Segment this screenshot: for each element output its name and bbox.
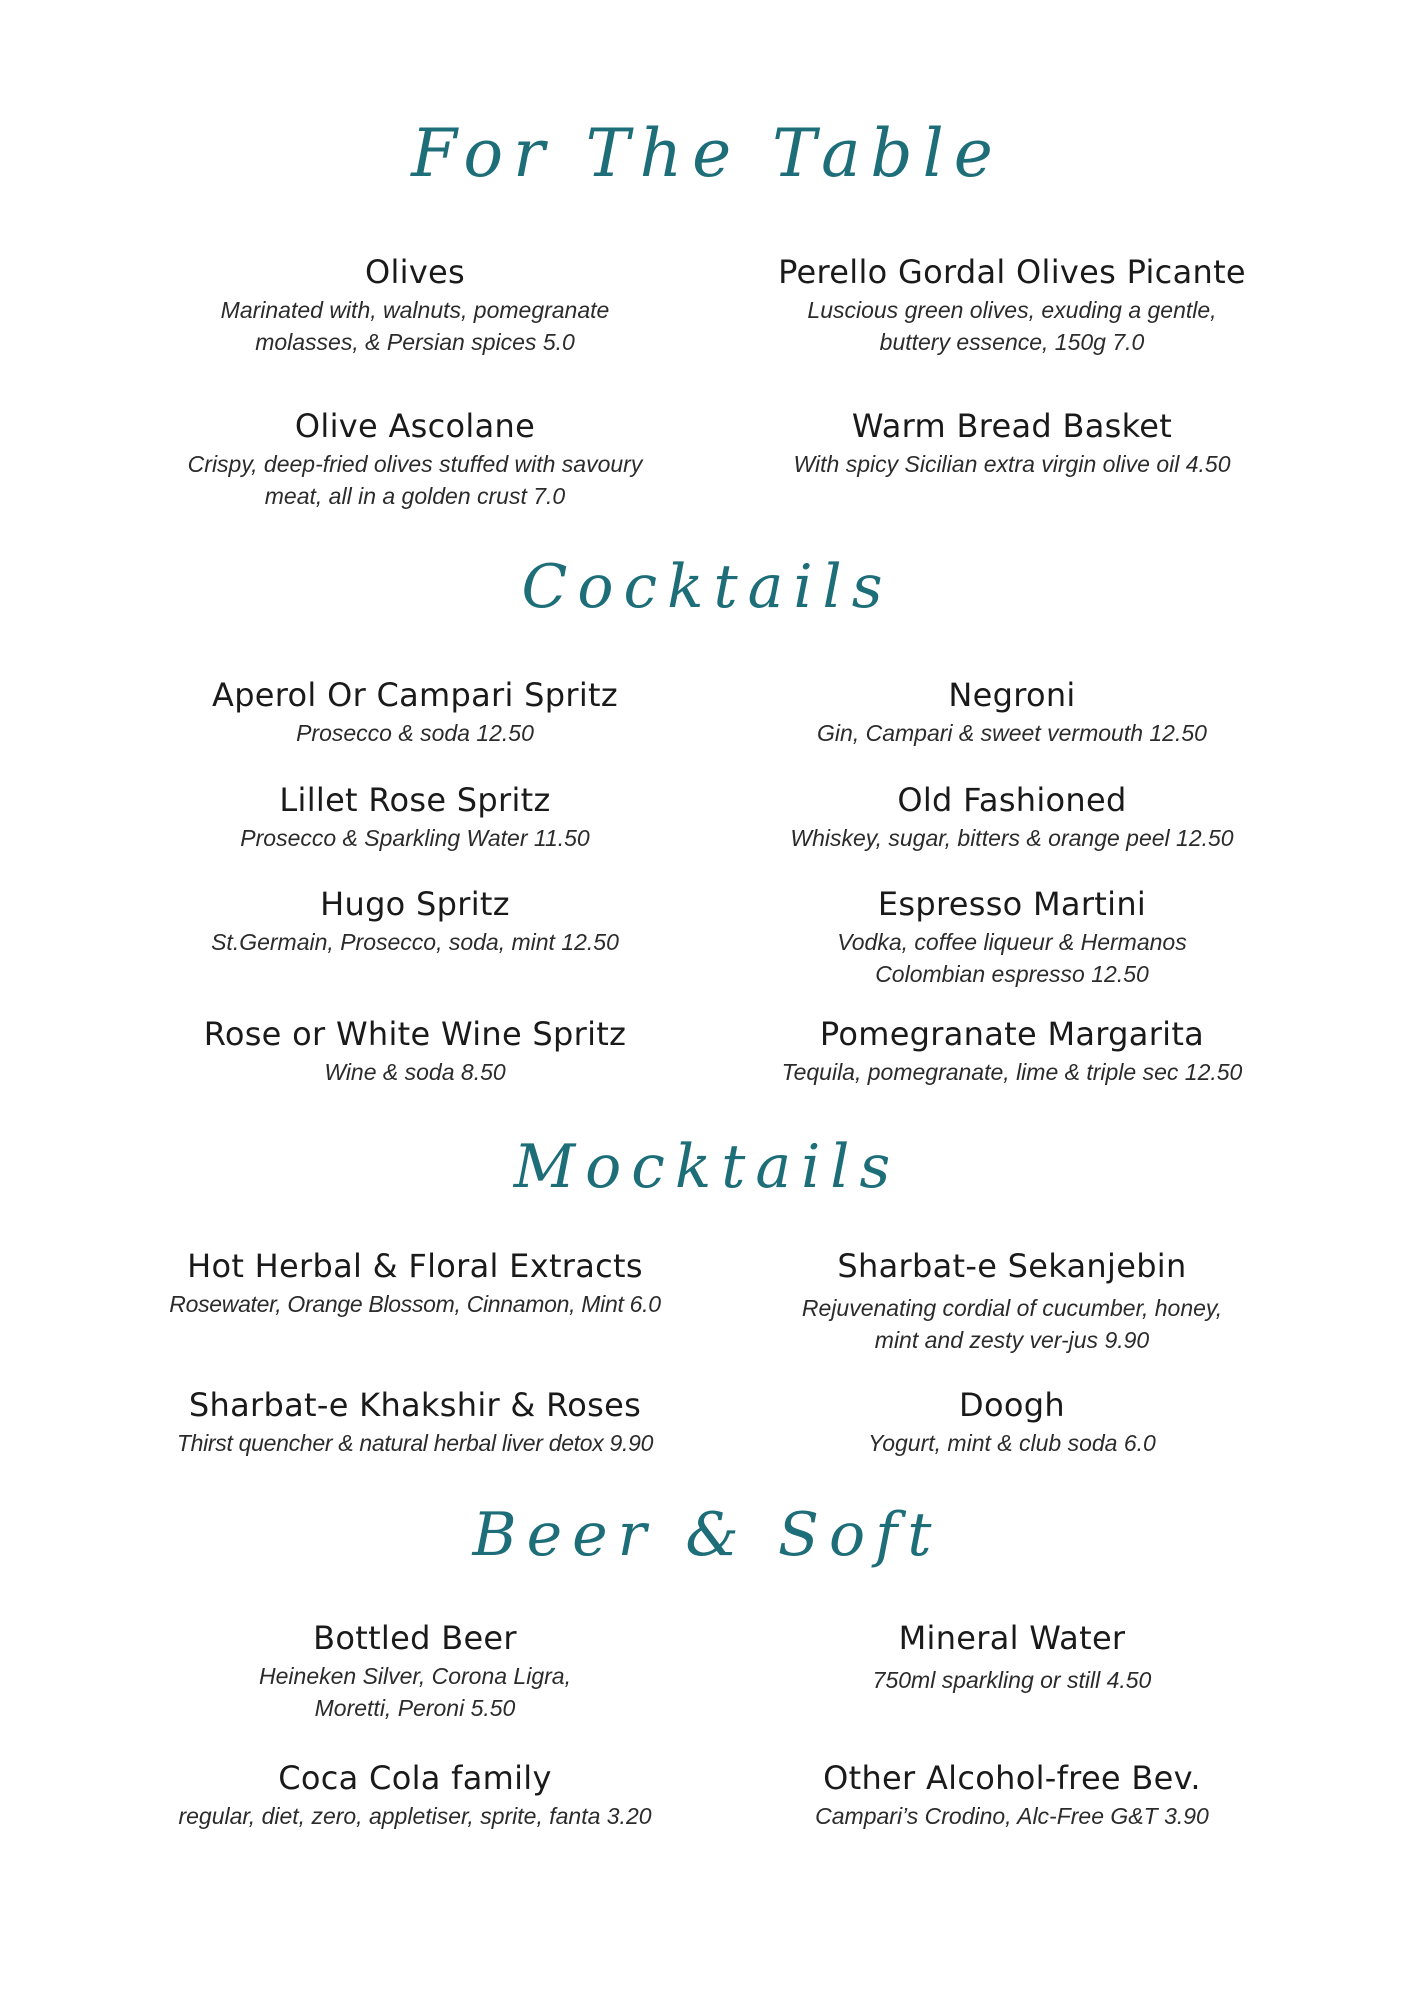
menu-item-hugo-spritz — [135, 884, 695, 958]
menu-item-warm-bread-basket — [732, 406, 1292, 480]
menu-item-name: Doogh — [959, 1386, 1065, 1424]
menu-item-name: Sharbat-e Khakshir & Roses — [188, 1386, 642, 1424]
menu-item-lillet-rose-spritz — [135, 780, 695, 854]
menu-item-description: Campari’s Crodino, Alc-Free G&T 3.90 — [815, 1803, 1209, 1829]
menu-item-name: Rose or White Wine Spritz — [203, 1015, 627, 1053]
menu-item-description: Prosecco & Sparkling Water 11.50 — [240, 825, 590, 851]
menu-item-espresso-martini — [732, 884, 1292, 990]
menu-item-coca-cola-family — [135, 1758, 695, 1832]
menu-item-name: Bottled Beer — [313, 1619, 517, 1657]
menu-item-bottled-beer — [135, 1618, 695, 1724]
menu-item-description: regular, diet, zero, appletiser, sprite, fanta 3.20 — [178, 1803, 652, 1829]
menu-item-name: Olive Ascolane — [294, 407, 536, 445]
menu-item-description: With spicy Sicilian extra virgin olive oil 4.50 — [793, 451, 1231, 477]
menu-item-other-alcohol-free-bev — [732, 1758, 1292, 1832]
menu-item-name: Warm Bread Basket — [851, 407, 1173, 445]
menu-item-negroni — [732, 675, 1292, 749]
menu-item-mineral-water — [732, 1618, 1292, 1696]
menu-item-description: Luscious green olives, exuding a gentle, buttery essence, 150g 7.0 — [807, 297, 1217, 355]
menu-item-sharbat-e-sekanjebin — [732, 1246, 1292, 1356]
menu-item-description: Gin, Campari & sweet vermouth 12.50 — [817, 720, 1207, 746]
menu-item-name: Aperol Or Campari Spritz — [212, 676, 618, 714]
menu-item-description: Wine & soda 8.50 — [324, 1059, 506, 1085]
section-title-beer-soft: Beer & Soft — [472, 1500, 942, 1570]
menu-item-name: Mineral Water — [898, 1619, 1126, 1657]
menu-item-hot-herbal-floral-extracts — [135, 1246, 695, 1320]
menu-item-name: Pomegranate Margarita — [819, 1015, 1205, 1053]
menu-item-name: Hugo Spritz — [320, 885, 510, 923]
menu-item-rose-white-wine-spritz — [135, 1014, 695, 1088]
menu-item-name: Old Fashioned — [897, 781, 1127, 819]
section-title-mocktails: Mocktails — [513, 1132, 901, 1202]
menu-item-description: Rejuvenating cordial of cucumber, honey, mint and zesty ver-jus 9.90 — [801, 1295, 1223, 1353]
menu-item-name: Hot Herbal & Floral Extracts — [187, 1247, 643, 1285]
menu-item-name: Other Alcohol-free Bev. — [823, 1759, 1201, 1797]
menu-item-name: Olives — [364, 253, 466, 291]
section-title-cocktails: Cocktails — [521, 552, 893, 622]
menu-item-description: St.Germain, Prosecco, soda, mint 12.50 — [211, 929, 619, 955]
menu-item-name: Coca Cola family — [278, 1759, 552, 1797]
menu-item-pomegranate-margarita — [732, 1014, 1292, 1088]
menu-item-name: Lillet Rose Spritz — [279, 781, 551, 819]
menu-item-name: Perello Gordal Olives Picante — [778, 253, 1246, 291]
menu-item-description: 750ml sparkling or still 4.50 — [872, 1667, 1152, 1693]
menu-item-description: Whiskey, sugar, bitters & orange peel 12.50 — [790, 825, 1234, 851]
menu-item-name: Espresso Martini — [877, 885, 1147, 923]
menu-item-description: Prosecco & soda 12.50 — [296, 720, 534, 746]
menu-item-description: Vodka, coffee liqueur & Hermanos Colombian espresso 12.50 — [837, 929, 1187, 987]
menu-item-olive-ascolane — [135, 406, 695, 512]
menu-item-aperol-campari-spritz — [135, 675, 695, 749]
menu-item-perello-gordal-olives — [732, 252, 1292, 358]
menu-item-description: Tequila, pomegranate, lime & triple sec 12.50 — [781, 1059, 1243, 1085]
menu-item-description: Thirst quencher & natural herbal liver detox 9.90 — [176, 1430, 654, 1456]
menu-item-name: Sharbat-e Sekanjebin — [837, 1247, 1187, 1285]
menu-item-sharbat-e-khakshir-roses — [135, 1385, 695, 1459]
menu-item-name: Negroni — [948, 676, 1076, 714]
menu-item-old-fashioned — [732, 780, 1292, 854]
menu-item-description: Marinated with, walnuts, pomegranate molasses, & Persian spices 5.0 — [220, 297, 610, 355]
menu-item-olives — [135, 252, 695, 358]
menu-item-description: Yogurt, mint & club soda 6.0 — [868, 1430, 1156, 1456]
menu-item-description: Rosewater, Orange Blossom, Cinnamon, Mint 6.0 — [169, 1291, 661, 1317]
menu-item-doogh — [732, 1385, 1292, 1459]
section-title-for-the-table: For The Table — [411, 115, 1003, 192]
menu-item-description: Crispy, deep-fried olives stuffed with savoury meat, all in a golden crust 7.0 — [187, 451, 643, 509]
menu-item-description: Heineken Silver, Corona Ligra, Moretti, Peroni 5.50 — [259, 1663, 571, 1721]
